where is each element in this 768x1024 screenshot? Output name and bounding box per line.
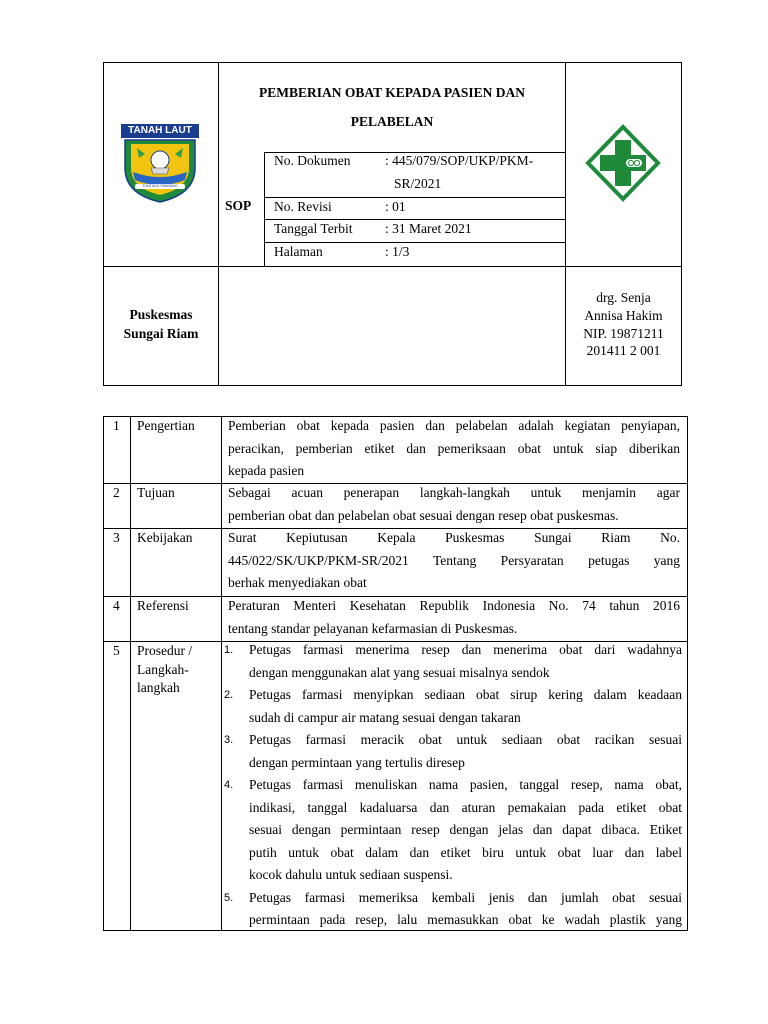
- row-label-line: Prosedur /: [137, 643, 193, 658]
- content-line: Surat Kepiutusan Kepala Puskesmas Sungai Riam No.: [228, 530, 680, 545]
- field-label-tanggal-terbit: Tanggal Terbit: [274, 221, 353, 236]
- step-number: 5.: [224, 891, 234, 904]
- field-value-halaman: : 1/3: [385, 244, 410, 259]
- field-label-no-dokumen: No. Dokumen: [274, 153, 351, 168]
- field-value-no-dokumen: : 445/079/SOP/UKP/PKM-: [385, 153, 534, 168]
- row-number: 2: [113, 485, 120, 500]
- step-number: 3.: [224, 734, 234, 746]
- content-line: berhak menyediakan obat: [228, 575, 367, 590]
- procedure-step: [224, 729, 682, 774]
- procedure-step: [224, 774, 682, 887]
- row-label: Tujuan: [137, 485, 175, 500]
- row-label-line: Langkah-: [137, 661, 189, 677]
- title-line-1: PEMBERIAN OBAT KEPADA PASIEN DAN: [258, 85, 526, 100]
- row-content: [228, 595, 680, 640]
- procedure-step: [224, 887, 682, 932]
- org-line-1: Puskesmas: [129, 307, 193, 322]
- procedure-step: [224, 684, 682, 729]
- puskesmas-logo: [585, 124, 661, 202]
- row-number: 4: [113, 598, 120, 613]
- content-line: tentang standar pelayanan kefarmasian di Puskesmas.: [228, 620, 518, 636]
- signer-line-4: 201411 2 001: [586, 343, 661, 359]
- step-line: sesuai dengan permintaan resep dengan jelas dan dapat dibaca. Etiket: [249, 822, 682, 837]
- row-label: Pengertian: [137, 418, 195, 433]
- step-line: dengan permintaan yang tertulis diresep: [249, 754, 465, 770]
- step-number: 2.: [224, 689, 234, 701]
- field-value-tanggal-terbit: : 31 Maret 2021: [385, 221, 472, 236]
- org-line-2: Sungai Riam: [123, 325, 199, 341]
- sop-label: SOP: [225, 198, 252, 213]
- tanah-laut-logo: [121, 124, 199, 204]
- step-line: Petugas farmasi menerima resep dan menerima obat dari wadahnya: [249, 642, 682, 657]
- step-number: 4.: [224, 779, 234, 791]
- document-title: [219, 78, 565, 136]
- field-label-halaman: Halaman: [274, 244, 323, 259]
- content-line: pemberian obat dan pelabelan obat sesuai dengan resep obat puskesmas.: [228, 507, 619, 523]
- step-line: putih untuk obat dalam dan etiket biru untuk obat luar dan label: [249, 844, 682, 860]
- organization-name: [104, 306, 218, 343]
- title-line-2: PELABELAN: [350, 114, 434, 129]
- field-value-no-revisi: : 01: [385, 199, 406, 214]
- content-line: Pemberian obat kepada pasien dan pelabelan adalah kegiatan penyiapan,: [228, 418, 680, 433]
- row-number: 5: [113, 643, 120, 658]
- signer-line-1: drg. Senja: [596, 290, 651, 305]
- step-number: 1.: [224, 644, 234, 656]
- row-label: [137, 642, 192, 698]
- row-content: [228, 527, 680, 595]
- row-number: 3: [113, 530, 120, 545]
- step-line: Petugas farmasi meracik obat untuk sediaan obat racikan sesuai: [249, 732, 682, 747]
- step-line: indikasi, tanggal kadaluarsa dan aturan pemakaian pada etiket obat: [249, 799, 682, 815]
- procedure-step: [224, 639, 682, 684]
- row-label: Kebijakan: [137, 530, 193, 545]
- step-line: Petugas farmasi memeriksa kembali jenis dan jumlah obat sesuai: [249, 889, 682, 905]
- step-line: sudah di campur air matang sesuai dengan takaran: [249, 709, 521, 725]
- row-content: [228, 482, 680, 527]
- step-line: Petugas farmasi menuliskan nama pasien, tanggal resep, nama obat,: [249, 777, 682, 792]
- step-line: kocok dahulu untuk sediaan suspensi.: [249, 867, 453, 882]
- field-label-no-revisi: No. Revisi: [274, 199, 332, 214]
- step-line: dengan menggunakan alat yang sesuai misalnya sendok: [249, 664, 550, 680]
- row-label: Referensi: [137, 598, 189, 613]
- puskesmas-cross-icon: [585, 124, 661, 202]
- step-line: Petugas farmasi menyipkan sediaan obat sirup kering dalam keadaan: [249, 687, 682, 702]
- content-line: kepada pasien: [228, 463, 305, 478]
- procedure-steps: [224, 639, 682, 932]
- signer-line-3: NIP. 19871211: [583, 325, 664, 341]
- logo-text: TANAH LAUT: [128, 125, 192, 136]
- logo-motto: TUNTUNG PANDANG: [142, 184, 178, 188]
- row-number: 1: [113, 418, 120, 433]
- signer-line-2: Annisa Hakim: [584, 307, 663, 323]
- content-line: peracikan, pemberian etiket dan pemeriksaan obat untuk siap diberikan: [228, 440, 680, 456]
- signer-block: [566, 289, 681, 360]
- row-label-line: langkah: [137, 680, 180, 695]
- row-content: [228, 415, 680, 483]
- content-line: Peraturan Menteri Kesehatan Republik Indonesia No. 74 tahun 2016: [228, 598, 680, 613]
- content-line: Sebagai acuan penerapan langkah-langkah untuk menjamin agar: [228, 485, 680, 500]
- field-value-no-dokumen-cont: SR/2021: [394, 176, 442, 191]
- step-line: permintaan pada resep, lalu memasukkan obat ke wadah plastik yang: [249, 912, 682, 927]
- content-line: 445/022/SK/UKP/PKM-SR/2021 Tentang Persyaratan petugas yang: [228, 552, 680, 568]
